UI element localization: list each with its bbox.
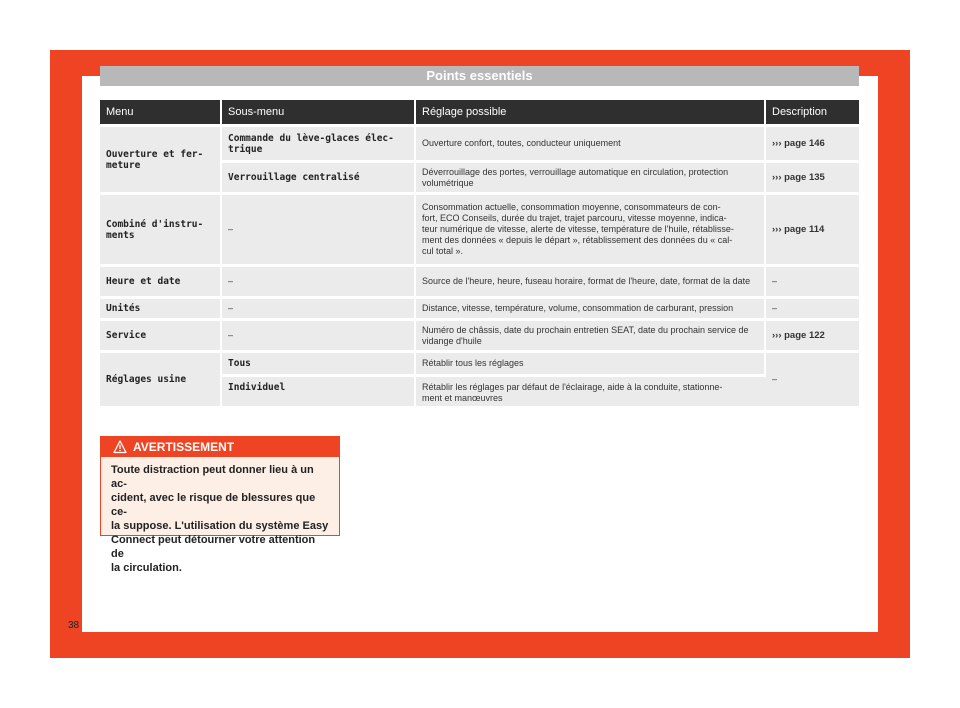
submenu-cell: – bbox=[222, 192, 416, 264]
menu-cell: Ouverture et fer- meture bbox=[100, 124, 222, 192]
warning-header bbox=[101, 437, 339, 457]
table-row bbox=[100, 350, 859, 374]
menu-cell: Combiné d'instru- ments bbox=[100, 192, 222, 264]
warning-title: AVERTISSEMENT bbox=[133, 440, 235, 454]
page-reference-link[interactable]: ››› page 146 bbox=[766, 124, 859, 160]
warning-text: Toute distraction peut donner lieu à un ac- cident, avec le risque de blessures que ce- la suppose. L'utilisation du système Easy Connect peut détourner votre attention de la circulation. bbox=[111, 464, 329, 574]
page-reference-link[interactable]: ››› page 114 bbox=[766, 192, 859, 264]
description-cell: – bbox=[766, 350, 859, 406]
menu-cell: Unités bbox=[100, 296, 222, 318]
table-row bbox=[100, 296, 859, 318]
submenu-cell: – bbox=[222, 318, 416, 350]
table-row bbox=[100, 264, 859, 296]
menu-cell: Réglages usine bbox=[100, 350, 222, 406]
page-number: 38 bbox=[68, 620, 80, 631]
section-title: Points essentiels bbox=[100, 66, 859, 86]
setting-cell: Ouverture confort, toutes, conducteur uniquement bbox=[416, 124, 766, 160]
setting-cell: Rétablir tous les réglages bbox=[416, 350, 766, 374]
setting-cell: Déverrouillage des portes, verrouillage automatique en circulation, protection volumétrique bbox=[416, 160, 766, 192]
menu-table bbox=[100, 100, 859, 406]
setting-cell: Source de l'heure, heure, fuseau horaire, format de l'heure, date, format de la date bbox=[416, 264, 766, 296]
submenu-cell: Verrouillage centralisé bbox=[222, 160, 416, 192]
setting-cell: Distance, vitesse, température, volume, consommation de carburant, pression bbox=[416, 296, 766, 318]
setting-cell: Rétablir les réglages par défaut de l'éclairage, aide à la conduite, stationne- ment et manœuvres bbox=[416, 374, 766, 406]
submenu-cell: Individuel bbox=[222, 374, 416, 406]
column-header-menu: Menu bbox=[100, 100, 222, 124]
setting-cell: Consommation actuelle, consommation moyenne, consommateurs de con- fort, ECO Conseils, durée du trajet, trajet parcouru, vitesse moyenne, indica- teur numérique de vitesse, alerte de vitesse, température de l'huile, rétablisse- ment des données « depuis le départ », rétablissement des données du « cal- cul total ». bbox=[416, 192, 766, 264]
table-row bbox=[100, 318, 859, 350]
warning-box bbox=[100, 436, 340, 574]
submenu-cell: Tous bbox=[222, 350, 416, 374]
page-reference-link[interactable]: ››› page 135 bbox=[766, 160, 859, 192]
description-cell: – bbox=[766, 264, 859, 296]
table-header-row bbox=[100, 100, 859, 124]
column-header-setting: Réglage possible bbox=[416, 100, 766, 124]
submenu-cell: – bbox=[222, 264, 416, 296]
page-reference-link[interactable]: ››› page 122 bbox=[766, 318, 859, 350]
column-header-submenu: Sous-menu bbox=[222, 100, 416, 124]
column-header-description: Description bbox=[766, 100, 859, 124]
description-cell: – bbox=[766, 296, 859, 318]
menu-cell: Heure et date bbox=[100, 264, 222, 296]
warning-triangle-icon bbox=[113, 440, 127, 454]
submenu-cell: – bbox=[222, 296, 416, 318]
table-row bbox=[100, 124, 859, 160]
menu-cell: Service bbox=[100, 318, 222, 350]
setting-cell: Numéro de châssis, date du prochain entretien SEAT, date du prochain service de vidange d'huile bbox=[416, 318, 766, 350]
table-row bbox=[100, 192, 859, 264]
submenu-cell: Commande du lève-glaces élec- trique bbox=[222, 124, 416, 160]
